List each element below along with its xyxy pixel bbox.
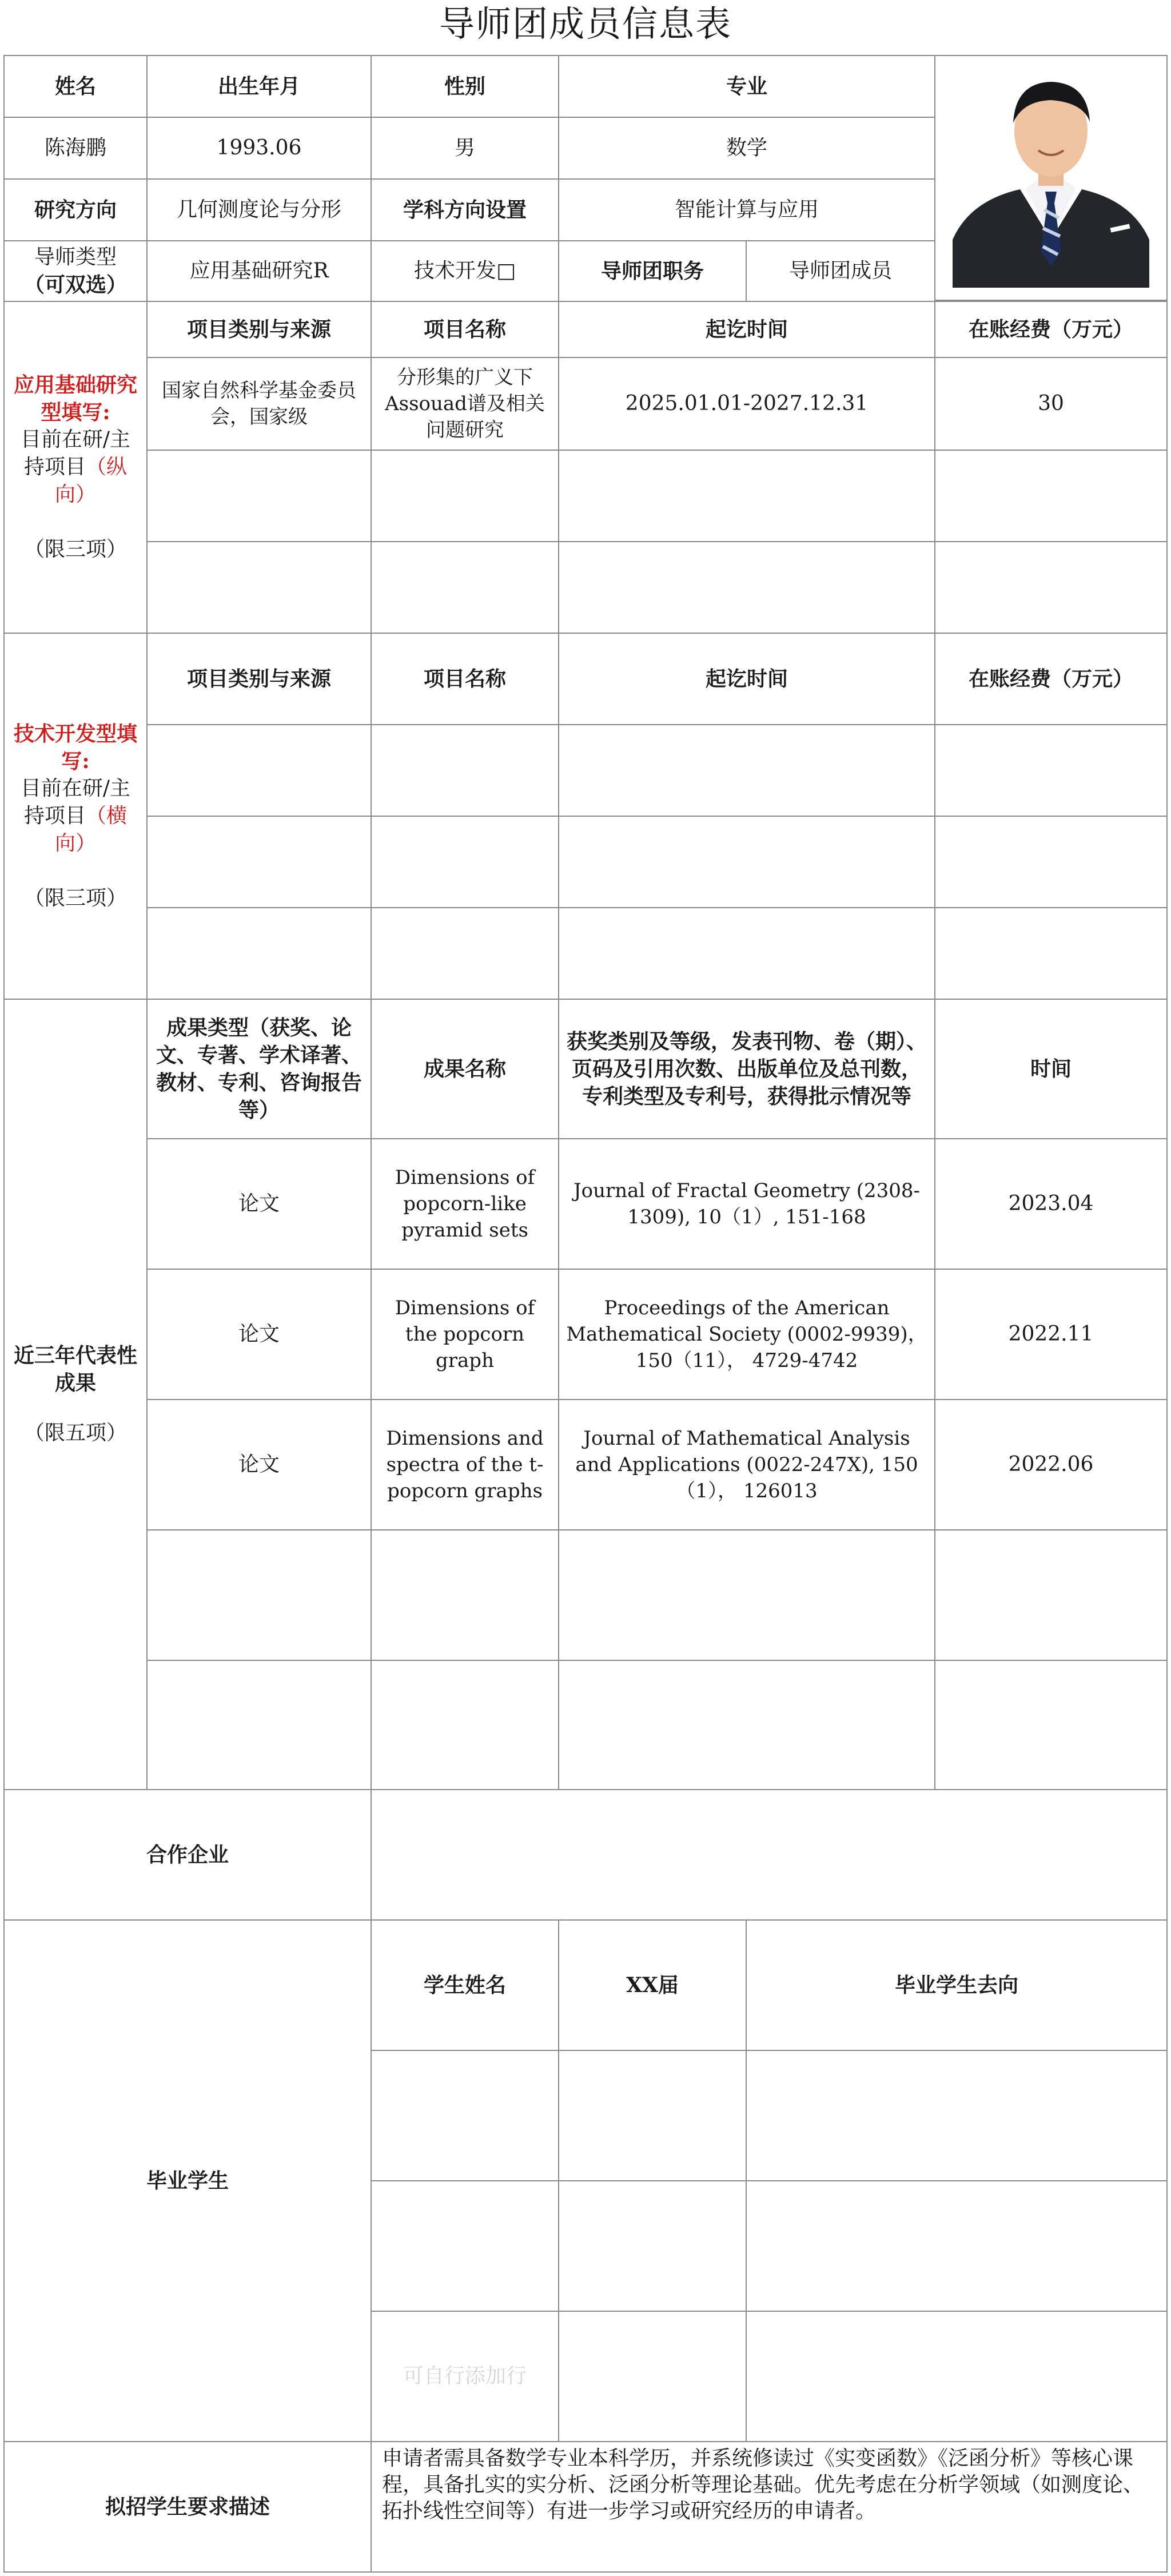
- achievement-empty-cell[interactable]: [146, 1529, 372, 1661]
- tutor-type-header: [3, 240, 148, 302]
- role-header: 导师团职务: [558, 240, 747, 302]
- partner-label: 合作企业: [3, 1789, 372, 1921]
- graduates-header-destination: 毕业学生去向: [746, 1919, 1168, 2051]
- horizontal-header-period: 起讫时间: [558, 633, 935, 725]
- name-value: 陈海鹏: [3, 117, 148, 180]
- graduates-header-name: 学生姓名: [371, 1919, 559, 2051]
- achievement-detail: Journal of Fractal Geometry (2308-1309), 10（1）, 151-168: [558, 1138, 935, 1270]
- birth-value: 1993.06: [146, 117, 372, 180]
- achievements-limit: （限五项）: [23, 1421, 127, 1445]
- achievement-empty-cell[interactable]: [558, 1660, 935, 1790]
- horizontal-label-a: 技术开发型填写:: [13, 722, 137, 773]
- graduate-empty-cell[interactable]: [371, 2180, 559, 2312]
- gender-value: 男: [371, 117, 559, 180]
- gender-header: 性别: [371, 55, 559, 118]
- achievement-empty-cell[interactable]: [371, 1660, 559, 1790]
- achievements-label-text: 近三年代表性成果: [13, 1343, 137, 1395]
- vertical-header-source: 项目类别与来源: [146, 301, 372, 358]
- achievement-date: 2022.11: [934, 1269, 1168, 1400]
- achievement-detail: Proceedings of the American Mathematical Society (0002-9939)， 150（11）， 4729-4742: [558, 1269, 935, 1400]
- vertical-row-period: 2025.01.01-2027.12.31: [558, 357, 935, 451]
- achievement-name: Dimensions of popcorn-like pyramid sets: [371, 1138, 559, 1270]
- graduate-empty-cell[interactable]: [558, 2050, 747, 2181]
- profile-photo: [934, 55, 1168, 301]
- achievement-type: 论文: [146, 1399, 372, 1531]
- achievement-empty-cell[interactable]: [371, 1529, 559, 1661]
- discipline-header: 学科方向设置: [371, 178, 559, 241]
- horizontal-empty-cell[interactable]: [371, 907, 559, 1000]
- achievement-name: Dimensions of the popcorn graph: [371, 1269, 559, 1400]
- achievements-header-detail: 获奖类别及等级，发表刊物、卷（期）、页码及引用次数、出版单位及总刊数，专利类型及专利号，获得批示情况等: [558, 999, 935, 1139]
- discipline-value: 智能计算与应用: [558, 178, 935, 241]
- horizontal-empty-cell[interactable]: [371, 816, 559, 908]
- horizontal-empty-cell[interactable]: [146, 816, 372, 908]
- achievements-header-name: 成果名称: [371, 999, 559, 1139]
- vertical-empty-cell[interactable]: [146, 541, 372, 634]
- major-header: 专业: [558, 55, 935, 118]
- research-value: 几何测度论与分形: [146, 178, 372, 241]
- research-header: 研究方向: [3, 178, 148, 241]
- achievement-detail: Journal of Mathematical Analysis and Applications (0022-247X), 150（1）， 126013: [558, 1399, 935, 1531]
- graduate-empty-cell[interactable]: [746, 2050, 1168, 2181]
- partner-value[interactable]: [371, 1789, 1168, 1921]
- graduate-empty-cell[interactable]: [746, 2311, 1168, 2442]
- achievements-label: [3, 999, 148, 1790]
- horizontal-empty-cell[interactable]: [146, 907, 372, 1000]
- achievement-name: Dimensions and spectra of the t-popcorn graphs: [371, 1399, 559, 1531]
- vertical-projects-label: [3, 301, 148, 634]
- avatar: [953, 68, 1149, 288]
- horizontal-empty-cell[interactable]: [934, 724, 1168, 817]
- requirements-label: 拟招学生要求描述: [3, 2441, 372, 2573]
- vertical-empty-cell[interactable]: [146, 450, 372, 542]
- achievement-empty-cell[interactable]: [146, 1660, 372, 1790]
- add-row-hint[interactable]: 可自行添加行: [371, 2311, 559, 2442]
- vertical-empty-cell[interactable]: [558, 541, 935, 634]
- horizontal-empty-cell[interactable]: [934, 907, 1168, 1000]
- type-basic-option[interactable]: 应用基础研究R: [146, 240, 372, 302]
- horizontal-empty-cell[interactable]: [558, 907, 935, 1000]
- vertical-empty-cell[interactable]: [371, 541, 559, 634]
- horizontal-label-c: （横向）: [54, 804, 128, 855]
- vertical-header-period: 起讫时间: [558, 301, 935, 358]
- vertical-label-c: （纵向）: [54, 455, 128, 506]
- vertical-header-name: 项目名称: [371, 301, 559, 358]
- horizontal-limit: （限三项）: [23, 887, 127, 910]
- achievement-empty-cell[interactable]: [934, 1660, 1168, 1790]
- vertical-empty-cell[interactable]: [558, 450, 935, 542]
- tutor-type-label: 导师类型: [34, 245, 117, 269]
- horizontal-projects-label: [3, 633, 148, 1000]
- graduates-header-class: XX届: [558, 1919, 747, 2051]
- birth-header: 出生年月: [146, 55, 372, 118]
- horizontal-empty-cell[interactable]: [558, 816, 935, 908]
- vertical-empty-cell[interactable]: [934, 541, 1168, 634]
- achievement-type: 论文: [146, 1269, 372, 1400]
- horizontal-empty-cell[interactable]: [371, 724, 559, 817]
- tutor-type-note: （可双选）: [23, 273, 127, 297]
- vertical-row-name: 分形集的广义下Assouad谱及相关问题研究: [371, 357, 559, 451]
- horizontal-empty-cell[interactable]: [146, 724, 372, 817]
- achievement-type: 论文: [146, 1138, 372, 1270]
- vertical-label-b: 目前在研/主持项目: [20, 428, 131, 479]
- graduate-empty-cell[interactable]: [371, 2050, 559, 2181]
- type-tech-option[interactable]: 技术开发□: [371, 240, 559, 302]
- vertical-empty-cell[interactable]: [371, 450, 559, 542]
- graduate-empty-cell[interactable]: [558, 2311, 747, 2442]
- graduate-empty-cell[interactable]: [746, 2180, 1168, 2312]
- vertical-header-funds: 在账经费（万元）: [934, 301, 1168, 358]
- horizontal-label-b: 目前在研/主持项目: [20, 777, 131, 828]
- achievements-header-type: 成果类型（获奖、论文、专著、学术译著、教材、专利、咨询报告等）: [146, 999, 372, 1139]
- achievements-header-date: 时间: [934, 999, 1168, 1139]
- page-title: 导师团成员信息表: [439, 3, 732, 45]
- major-value: 数学: [558, 117, 935, 180]
- horizontal-empty-cell[interactable]: [558, 724, 935, 817]
- vertical-empty-cell[interactable]: [934, 450, 1168, 542]
- requirements-text: 申请者需具备数学专业本科学历，并系统修读过《实变函数》《泛函分析》等核心课程，具备扎实的实分析、泛函分析等理论基础。优先考虑在分析学领域（如测度论、拓扑线性空间等）有进一步学习或研究经历的申请者。: [371, 2441, 1168, 2573]
- vertical-limit: （限三项）: [23, 538, 127, 561]
- horizontal-header-funds: 在账经费（万元）: [934, 633, 1168, 725]
- name-header: 姓名: [3, 55, 148, 118]
- vertical-row-source: 国家自然科学基金委员会，国家级: [146, 357, 372, 451]
- horizontal-empty-cell[interactable]: [934, 816, 1168, 908]
- role-value: 导师团成员: [746, 240, 935, 302]
- achievement-empty-cell[interactable]: [558, 1529, 935, 1661]
- achievement-empty-cell[interactable]: [934, 1529, 1168, 1661]
- graduate-empty-cell[interactable]: [558, 2180, 747, 2312]
- vertical-label-a: 应用基础研究型填写:: [13, 373, 137, 424]
- achievement-date: 2023.04: [934, 1138, 1168, 1270]
- horizontal-header-name: 项目名称: [371, 633, 559, 725]
- vertical-row-funds: 30: [934, 357, 1168, 451]
- graduates-label: 毕业学生: [3, 1919, 372, 2442]
- horizontal-header-source: 项目类别与来源: [146, 633, 372, 725]
- achievement-date: 2022.06: [934, 1399, 1168, 1531]
